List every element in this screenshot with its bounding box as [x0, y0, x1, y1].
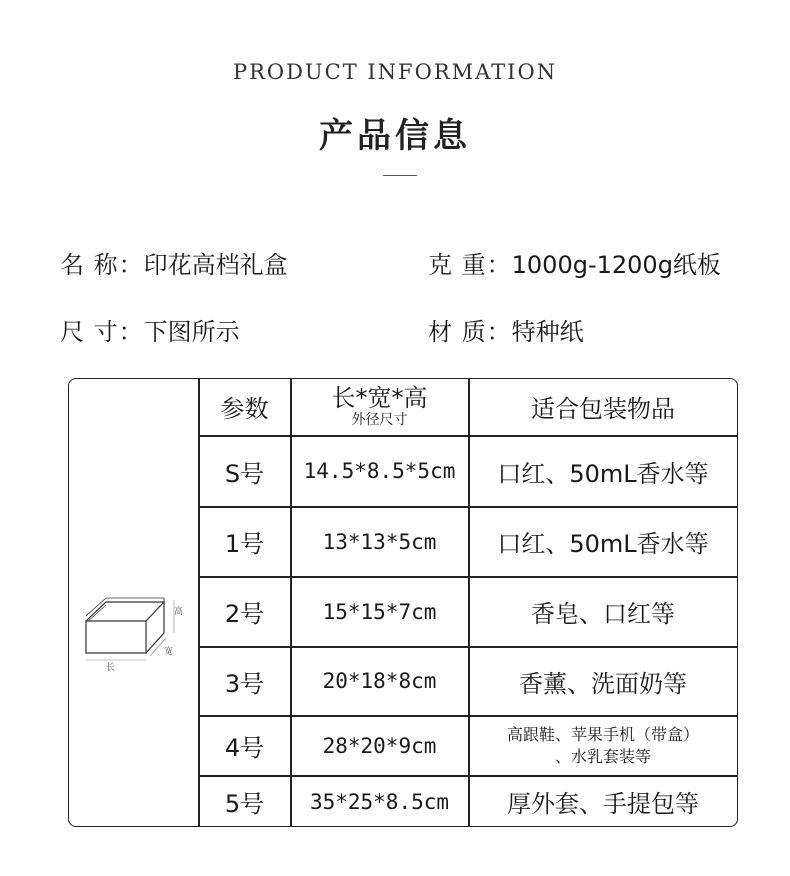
info-material-value: 特种纸 — [511, 318, 584, 346]
table-row-size: 5号 — [224, 790, 265, 818]
table-row-dims: 15*15*7cm — [322, 599, 437, 624]
height-label: 高 — [174, 607, 184, 617]
table-row-size: S号 — [224, 459, 265, 488]
table-row-size: 4号 — [224, 734, 265, 762]
info-material-label: 材 质： — [428, 318, 512, 346]
table-row-dims: 14.5*8.5*5cm — [303, 459, 456, 483]
table-row-use: 香皂、口红等 — [531, 600, 675, 628]
table-row-use-line1: 高跟鞋、苹果手机（带盒） — [506, 724, 699, 744]
table-row-size: 3号 — [224, 669, 265, 698]
box-outline — [86, 598, 164, 653]
table-row-use-line2: 、水乳套装等 — [554, 746, 651, 766]
info-size-value: 下图所示 — [143, 318, 240, 346]
info-name-label: 名 称： — [60, 251, 144, 279]
page-title-en: PRODUCT INFORMATION — [232, 60, 558, 84]
info-size-label: 尺 寸： — [60, 318, 144, 346]
box-diagram — [78, 588, 188, 678]
header-dims — [291, 378, 468, 435]
length-label: 长 — [106, 663, 116, 673]
header-use: 适合包装物品 — [531, 395, 675, 423]
table-row-dims: 28*20*9cm — [322, 733, 437, 758]
page-title-cn: 产品信息 — [319, 116, 471, 156]
info-weight-label: 克 重： — [428, 251, 512, 279]
info-weight — [428, 245, 721, 280]
table-row-use: 口红、50mL香水等 — [497, 530, 709, 558]
info-size — [60, 312, 240, 347]
table-row-use — [469, 716, 737, 775]
width-label: 宽 — [164, 647, 174, 657]
table-row-size: 2号 — [224, 600, 265, 628]
table-row-size: 1号 — [224, 530, 265, 558]
table-row-use: 口红、50mL香水等 — [497, 459, 709, 488]
header-dims-sub: 外径尺寸 — [351, 412, 408, 428]
table-row-use: 香薰、洗面奶等 — [519, 669, 687, 698]
table-row-use: 厚外套、手提包等 — [507, 790, 699, 818]
table-row-dims: 20*18*8cm — [322, 669, 437, 693]
header-dims-label: 长*宽*高 — [331, 384, 428, 412]
table-row-dims: 13*13*5cm — [322, 529, 437, 554]
table-row-dims: 35*25*8.5cm — [309, 789, 450, 814]
info-material — [428, 312, 584, 347]
info-name — [60, 245, 288, 280]
info-name-value: 印花高档礼盒 — [143, 251, 288, 279]
title-divider — [383, 175, 417, 176]
info-weight-value: 1000g-1200g纸板 — [511, 251, 721, 279]
header-param: 参数 — [220, 395, 269, 423]
